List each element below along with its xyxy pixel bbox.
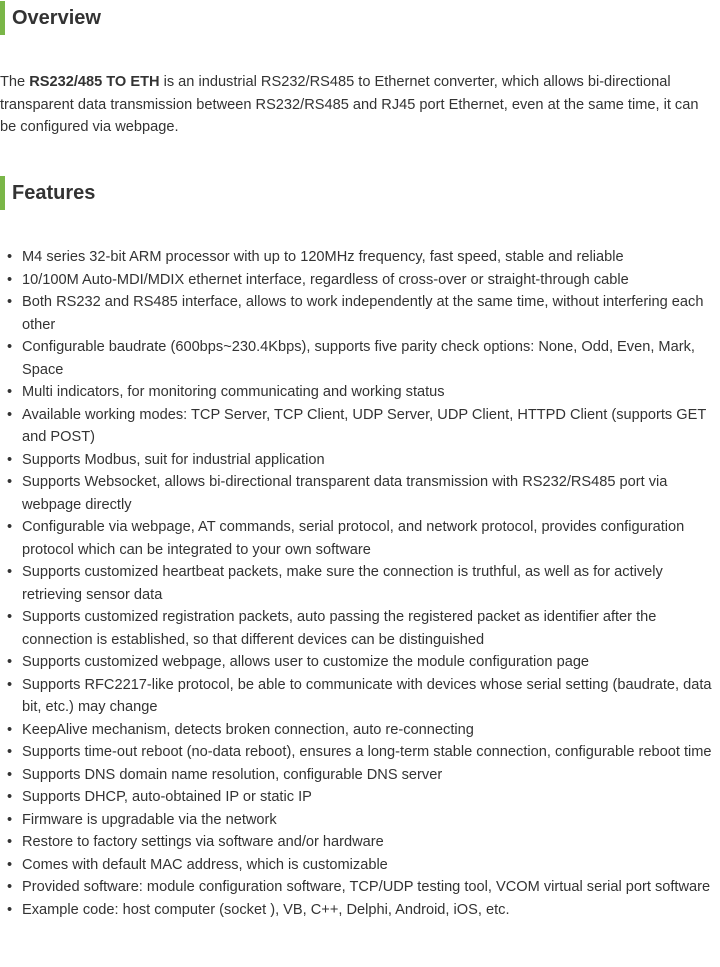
feature-list [0, 246, 718, 921]
feature-text: Both RS232 and RS485 interface, allows to work independently at the same time, without interfering each other [22, 294, 704, 333]
feature-item [0, 741, 718, 764]
feature-item [0, 606, 718, 651]
feature-text: 10/100M Auto-MDI/MDIX ethernet interface, regardless of cross-over or straight-through cable [22, 271, 629, 288]
bullet-icon: • [7, 789, 13, 805]
bullet-icon: • [7, 384, 13, 400]
overview-text-prefix: The [0, 74, 30, 90]
feature-item [0, 719, 718, 742]
product-name: RS232/485 TO ETH [29, 74, 160, 90]
bullet-icon: • [7, 339, 13, 355]
feature-item [0, 381, 718, 404]
feature-text: Provided software: module configuration software, TCP/UDP testing tool, VCOM virtual serial port software [22, 879, 711, 895]
feature-item [0, 674, 718, 719]
bullet-icon: • [7, 271, 13, 288]
features-heading [0, 176, 95, 210]
overview-text-suffix: is an industrial RS232/RS485 to Ethernet converter, which allows bi-directional transparent data transmission between RS232/RS485 and RJ45 port Ethernet, even at the same time, it can be configured via webpage. [0, 74, 699, 135]
feature-item [0, 561, 718, 606]
features-title: Features [12, 182, 96, 204]
feature-text: Supports Websocket, allows bi-directional transparent data transmission with RS232/RS485 port via webpage directly [22, 474, 668, 513]
bullet-icon: • [7, 294, 13, 310]
feature-text: Configurable baudrate (600bps~230.4Kbps), supports five parity check options: None, Odd, Even, Mark, Space [22, 339, 695, 378]
feature-text: Supports Modbus, suit for industrial application [22, 451, 325, 468]
heading-accent-bar [0, 1, 5, 35]
bullet-icon: • [7, 609, 13, 625]
bullet-icon: • [7, 564, 13, 580]
feature-item [0, 876, 718, 899]
feature-text: Supports customized webpage, allows user to customize the module configuration page [22, 654, 590, 670]
feature-text: Supports DNS domain name resolution, configurable DNS server [22, 766, 443, 783]
feature-item [0, 516, 718, 561]
feature-text: Firmware is upgradable via the network [22, 811, 277, 828]
feature-item [0, 854, 718, 877]
bullet-icon: • [7, 249, 13, 265]
feature-text: Multi indicators, for monitoring communicating and working status [22, 384, 445, 400]
overview-paragraph [0, 71, 718, 139]
bullet-icon: • [7, 834, 13, 850]
feature-text: Comes with default MAC address, which is customizable [22, 856, 388, 873]
feature-text: KeepAlive mechanism, detects broken connection, auto re-connecting [22, 721, 474, 738]
feature-text: Supports RFC2217-like protocol, be able to communicate with devices whose serial setting (baudrate, data bit, etc.) may change [22, 676, 712, 715]
feature-item [0, 651, 718, 674]
feature-item [0, 269, 718, 292]
feature-item [0, 786, 718, 809]
feature-text: Restore to factory settings via software and/or hardware [22, 834, 384, 850]
feature-text: Supports customized registration packets, auto passing the registered packet as identifier after the connection is established, so that different devices can be distinguished [22, 609, 657, 648]
feature-item [0, 291, 718, 336]
bullet-icon: • [7, 744, 13, 760]
feature-item [0, 404, 718, 449]
feature-item [0, 809, 718, 832]
overview-title: Overview [12, 7, 101, 29]
bullet-icon: • [7, 676, 13, 693]
feature-item [0, 471, 718, 516]
bullet-icon: • [7, 856, 13, 873]
bullet-icon: • [7, 901, 13, 918]
feature-item [0, 899, 718, 922]
feature-item [0, 831, 718, 854]
bullet-icon: • [7, 519, 13, 535]
feature-text: Configurable via webpage, AT commands, serial protocol, and network protocol, provides configuration protocol which can be integrated to your own software [22, 519, 685, 558]
bullet-icon: • [7, 721, 13, 738]
feature-item [0, 449, 718, 472]
feature-text: Supports time-out reboot (no-data reboot), ensures a long-term stable connection, configurable reboot time [22, 744, 712, 760]
bullet-icon: • [7, 654, 13, 670]
bullet-icon: • [7, 766, 13, 783]
feature-text: M4 series 32-bit ARM processor with up to 120MHz frequency, fast speed, stable and reliable [22, 249, 624, 265]
bullet-icon: • [7, 406, 13, 423]
bullet-icon: • [7, 474, 13, 490]
heading-accent-bar [0, 176, 5, 210]
feature-item [0, 336, 718, 381]
overview-heading [0, 1, 101, 35]
feature-text: Example code: host computer (socket ), VB, C++, Delphi, Android, iOS, etc. [22, 901, 510, 918]
feature-item [0, 764, 718, 787]
feature-item [0, 246, 718, 269]
bullet-icon: • [7, 811, 13, 828]
feature-text: Available working modes: TCP Server, TCP Client, UDP Server, UDP Client, HTTPD Client (supports GET and POST) [22, 406, 707, 445]
bullet-icon: • [7, 879, 13, 895]
bullet-icon: • [7, 451, 13, 468]
feature-text: Supports customized heartbeat packets, make sure the connection is truthful, as well as for actively retrieving sensor data [22, 564, 663, 603]
feature-text: Supports DHCP, auto-obtained IP or static IP [22, 789, 312, 805]
